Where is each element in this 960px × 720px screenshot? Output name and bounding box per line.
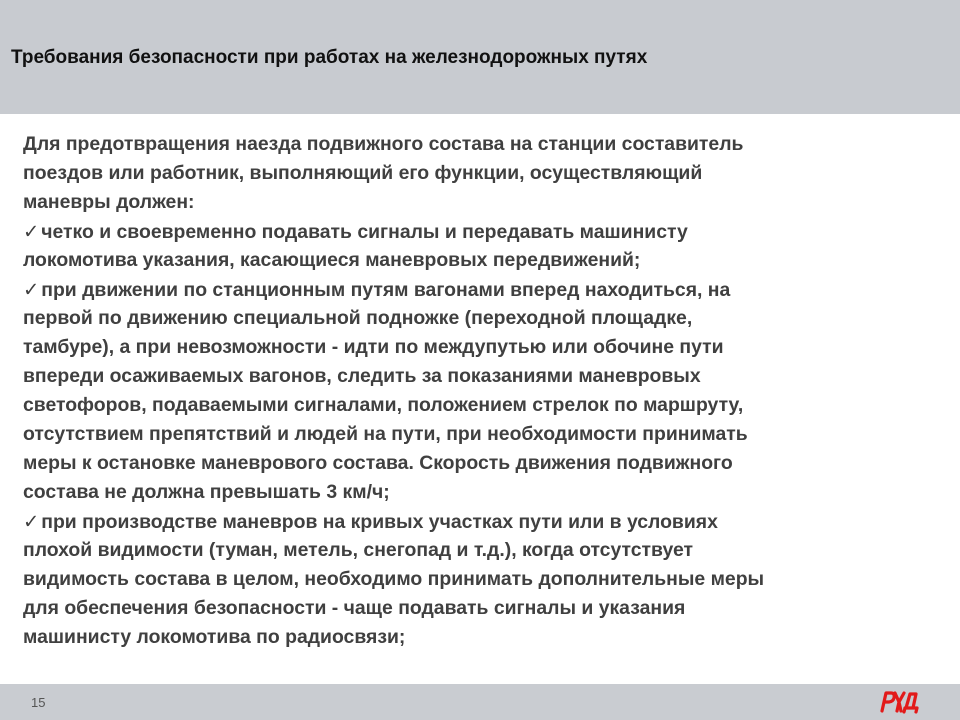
checkmark-icon: ✓ [23,220,40,243]
bullet-item-3-line: плохой видимости (туман, метель, снегопад и т.д.), когда отсутствует [23,539,693,561]
bullet-item-2-line: впереди осаживаемых вагонов, следить за показаниями маневровых [23,365,701,387]
bullet-item-2-line: состава не должна превышать 3 км/ч; [23,481,390,503]
bullet-item-2-line: первой по движению специальной подножке (переходной площадке, [23,307,693,329]
slide-title: Требования безопасности при работах на железнодорожных путях [11,47,648,68]
slide-header [0,0,960,114]
bullet-item-2-line: светофоров, подаваемыми сигналами, положением стрелок по маршруту, [23,394,744,416]
bullet-item-2-line: тамбуре), а при невозможности - идти по междупутью или обочине пути [23,336,724,358]
rzd-logo-icon [877,688,921,714]
bullet-item-2-line: отсутствием препятствий и людей на пути, при необходимости принимать [23,423,748,445]
intro-line: маневры должен: [23,191,195,213]
bullet-item-2-line: меры к остановке маневрового состава. Скорость движения подвижного [23,452,733,474]
bullet-item-3-line: видимость состава в целом, необходимо принимать дополнительные меры [23,568,765,590]
bullet-item-2-line [23,275,933,304]
intro-line: Для предотвращения наезда подвижного состава на станции составитель [23,133,744,155]
bullet-item-3-line [23,507,933,536]
checkmark-icon: ✓ [23,278,40,301]
checkmark-icon: ✓ [23,510,40,533]
bullet-item-3-line: для обеспечения безопасности - чаще подавать сигналы и указания [23,597,686,619]
page-number: 15 [31,695,46,710]
bullet-item-1-line: локомотива указания, касающиеся маневровых передвижений; [23,249,641,271]
intro-line: поездов или работник, выполняющий его функции, осуществляющий [23,162,703,184]
bullet-text: при движении по станционным путям вагонами вперед находиться, на [41,279,731,301]
slide-content [0,114,960,684]
bullet-text: четко и своевременно подавать сигналы и передавать машинисту [41,221,688,243]
bullet-text: при производстве маневров на кривых участках пути или в условиях [41,511,718,533]
slide-footer [0,684,960,720]
bullet-item-3-line: машинисту локомотива по радиосвязи; [23,626,406,648]
bullet-item-1-line [23,217,933,246]
body-text [23,130,933,652]
